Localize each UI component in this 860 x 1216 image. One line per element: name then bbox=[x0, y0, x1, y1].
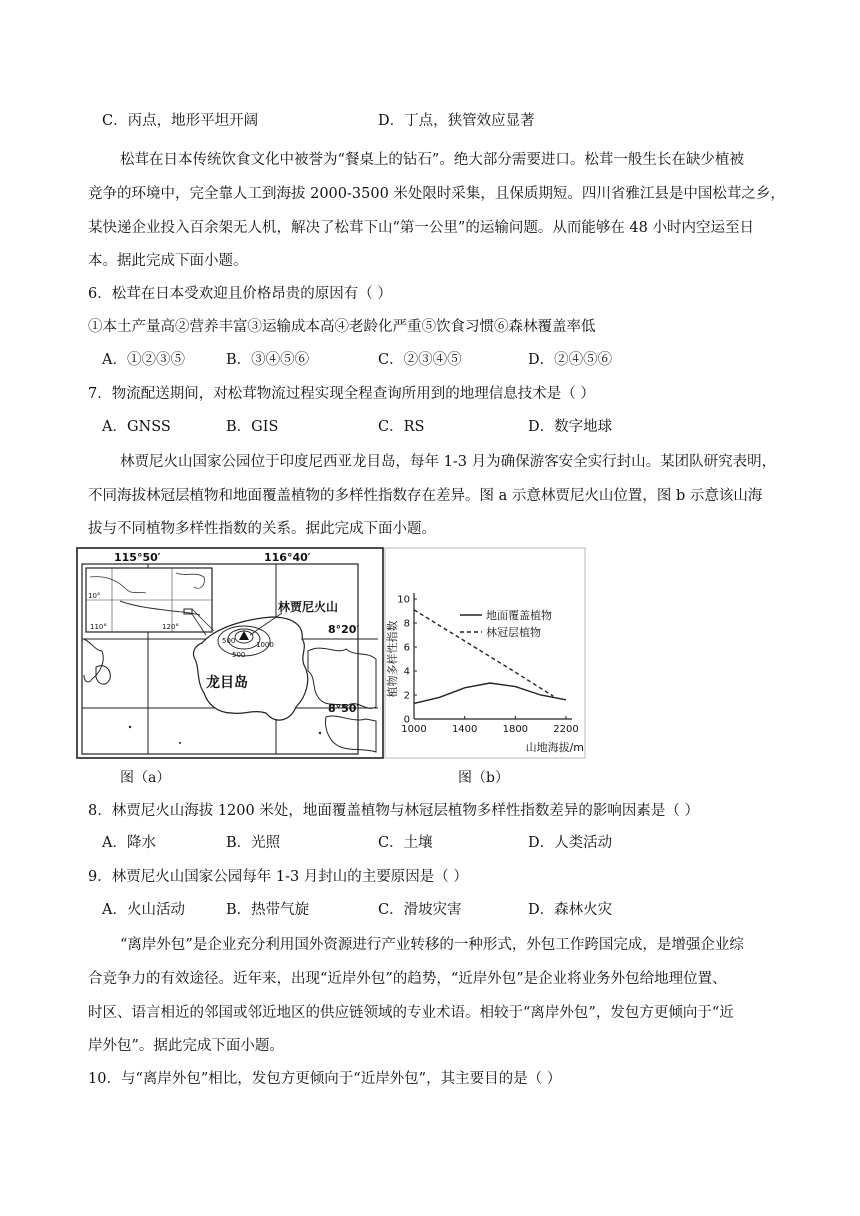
q7-option-a: A．GNSS bbox=[102, 419, 171, 435]
inset-lon-label: 110° bbox=[90, 623, 107, 631]
q5-option-c: C．丙点，地形平坦开阔 bbox=[102, 113, 259, 129]
q7-option-d: D．数字地球 bbox=[528, 419, 613, 435]
inset-lat-label: 10° bbox=[88, 592, 101, 600]
q8-option-b: B．光照 bbox=[226, 835, 281, 851]
inset-lon-label: 120° bbox=[162, 623, 179, 631]
passage-line: 不同海拔林冠层植物和地面覆盖植物的多样性指数存在差异。图 a 示意林贾尼火山位置，图 b 示意该山海 bbox=[88, 488, 763, 504]
passage-line: 岸外包”。据此完成下面小题。 bbox=[88, 1038, 284, 1054]
chart-x-tick-label: 1400 bbox=[451, 724, 478, 735]
q9-option-d: D．森林火灾 bbox=[528, 902, 613, 918]
q6-option-a: A．①②③⑤ bbox=[102, 352, 185, 368]
passage-line: 林贾尼火山国家公园位于印度尼西亚龙目岛，每年 1-3 月为确保游客安全实行封山。某团队研究表明， bbox=[120, 454, 777, 470]
chart-legend-label: 地面覆盖植物 bbox=[486, 609, 552, 622]
chart-y-tick-label: 6 bbox=[403, 642, 410, 654]
chart-legend-label: 林冠层植物 bbox=[486, 626, 541, 639]
figure-a-map bbox=[76, 547, 384, 759]
passage-line: 时区、语言相近的邻国或邻近地区的供应链领域的专业术语。相较于“离岸外包”，发包方更倾向于“近 bbox=[88, 1005, 734, 1021]
map-lat-label-1: 8°20′ bbox=[328, 623, 360, 636]
q8-option-d: D．人类活动 bbox=[528, 835, 613, 851]
q6-option-c: C．②③④⑤ bbox=[378, 352, 462, 368]
contour-label: 500 bbox=[222, 637, 236, 645]
figure-b-chart bbox=[384, 547, 586, 759]
q8-option-a: A．降水 bbox=[102, 835, 156, 851]
figure-b-caption: 图（b） bbox=[458, 770, 509, 786]
q7-option-c: C．RS bbox=[378, 419, 425, 435]
chart-x-tick-label: 2200 bbox=[553, 724, 579, 735]
q6-option-b: B．③④⑤⑥ bbox=[226, 352, 310, 368]
chart-x-axis-label: 山地海拔/m bbox=[525, 741, 584, 754]
chart-x-tick-label: 1000 bbox=[401, 724, 427, 735]
q9-option-b: B．热带气旋 bbox=[226, 902, 310, 918]
q8-option-c: C．土壤 bbox=[378, 835, 433, 851]
q10-stem: 10．与“离岸外包”相比，发包方更倾向于“近岸外包”，其主要目的是（ ） bbox=[88, 1071, 562, 1087]
chart-y-tick-label: 0 bbox=[403, 714, 410, 726]
chart-y-tick-label: 2 bbox=[403, 690, 410, 702]
chart-y-tick-label: 4 bbox=[403, 666, 410, 678]
map-lon-label-2: 116°40′ bbox=[264, 551, 311, 564]
passage-line: “离岸外包”是企业充分利用国外资源进行产业转移的一种形式，外包工作跨国完成，是增强企业综 bbox=[120, 937, 744, 953]
passage-line: 松茸在日本传统饮食文化中被誉为“餐桌上的钻石”。绝大部分需要进口。松茸一般生长在缺少植被 bbox=[120, 152, 744, 168]
q6-option-d: D．②④⑤⑥ bbox=[528, 352, 613, 368]
chart-x-tick-label: 1800 bbox=[502, 724, 529, 735]
q9-option-c: C．滑坡灾害 bbox=[378, 902, 462, 918]
map-lat-label-2: 8°50′ bbox=[328, 702, 360, 715]
passage-line: 竞争的环境中，完全靠人工到海拔 2000-3500 米处限时采集，且保质期短。四川省雅江县是中国松茸之乡， bbox=[88, 186, 785, 202]
passage-line: 拔与不同植物多样性指数的关系。据此完成下面小题。 bbox=[88, 521, 436, 537]
contour-label: 1000 bbox=[256, 641, 274, 649]
passage-line: 本。据此完成下面小题。 bbox=[88, 253, 248, 269]
q8-stem: 8．林贾尼火山海拔 1200 米处，地面覆盖植物与林冠层植物多样性指数差异的影响因素是（ ） bbox=[88, 803, 699, 819]
inset-map bbox=[86, 568, 212, 632]
q5-option-d: D．丁点，狭管效应显著 bbox=[378, 113, 535, 129]
q7-stem: 7．物流配送期间，对松茸物流过程实现全程查询所用到的地理信息技术是（ ） bbox=[88, 386, 595, 402]
island-label: 龙目岛 bbox=[206, 675, 248, 691]
map-lon-label-1: 115°50′ bbox=[114, 551, 161, 564]
chart-y-axis-label: 植物多样性指数 bbox=[386, 620, 399, 698]
passage-line: 合竞争力的有效途径。近年来，出现“近岸外包”的趋势，“近岸外包”是企业将业务外包给地理位置、 bbox=[88, 971, 727, 987]
chart-y-tick-label: 10 bbox=[397, 594, 410, 606]
figure-a-caption: 图（a） bbox=[120, 770, 171, 786]
chart-y-tick-label: 8 bbox=[403, 618, 410, 630]
q6-items: ①本土产量高②营养丰富③运输成本高④老龄化严重⑤饮食习惯⑥森林覆盖率低 bbox=[88, 319, 596, 335]
q9-option-a: A．火山活动 bbox=[102, 902, 185, 918]
q7-option-b: B．GIS bbox=[226, 419, 279, 435]
passage-line: 某快递企业投入百余架无人机，解决了松茸下山“第一公里”的运输问题。从而能够在 48 小时内空运至日 bbox=[88, 220, 754, 236]
volcano-label: 林贾尼火山 bbox=[278, 600, 339, 614]
contour-label: 500 bbox=[232, 651, 246, 659]
q6-stem: 6．松茸在日本受欢迎且价格昂贵的原因有（ ） bbox=[88, 286, 392, 302]
q9-stem: 9．林贾尼火山国家公园每年 1-3 月封山的主要原因是（ ） bbox=[88, 869, 468, 885]
